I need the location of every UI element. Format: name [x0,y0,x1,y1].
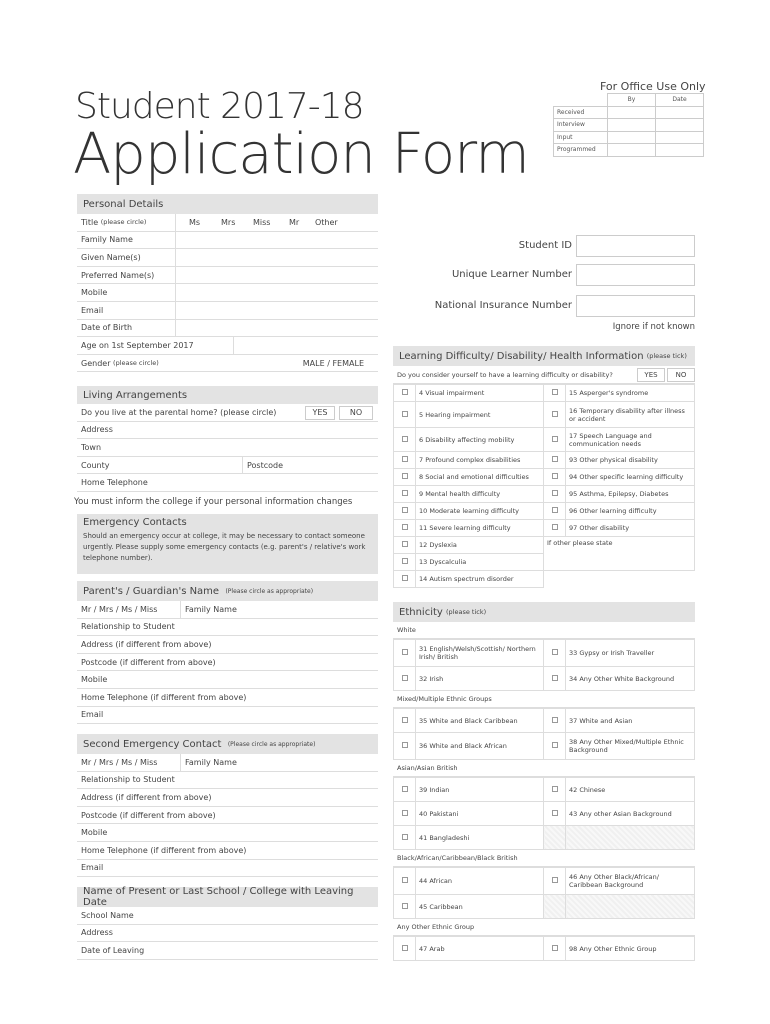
ldd-table [393,384,695,588]
checkbox[interactable] [402,507,408,513]
heading-text: Second Emergency Contact [83,738,222,750]
ethnic-row [394,733,695,760]
ethnic-group-table [393,867,695,919]
checkbox-cell [394,537,416,554]
gender-options[interactable]: MALE / FEMALE [302,358,364,368]
ethnic-group-table [393,639,695,691]
ethnic-row [394,826,695,850]
checkbox-cell [544,503,566,520]
student-id-input[interactable] [576,235,695,257]
checkbox-cell [394,895,416,919]
field-label: Family Name [81,235,133,245]
field-label: Given Name(s) [81,252,141,262]
title-option-mr[interactable]: Mr [289,217,300,227]
guardian-relationship-field[interactable] [77,619,378,637]
office-cell[interactable] [608,106,656,119]
age-field[interactable] [77,337,378,355]
option-label: 94 Other specific learning difficulty [566,469,695,486]
checkbox-cell [544,802,566,826]
second-postcode-field[interactable] [77,807,378,825]
second-name-row[interactable] [77,754,378,772]
emergency-heading: Emergency Contacts [83,517,187,528]
option-label: 6 Disability affecting mobility [416,428,544,452]
ldd-row [394,503,695,520]
option-label: 32 Irish [416,667,544,691]
second-contact-section [77,734,378,877]
option-label: 17 Speech Language and communication needs [566,428,695,452]
checkbox-cell [544,402,566,428]
office-cell[interactable] [656,144,704,157]
field-label: Gender [81,358,111,368]
second-relationship-field[interactable] [77,772,378,790]
office-col-date: Date [656,94,704,107]
checkbox[interactable] [552,507,558,513]
field-label: Date of Birth [81,323,133,333]
field-label: Postcode (if different from above) [81,657,216,667]
title-hint: (please circle) [100,218,147,227]
guardian-telephone-field[interactable] [77,689,378,707]
option-label: 36 White and Black African [416,733,544,760]
family-name-label: Family Name [185,757,237,767]
checkbox-cell [544,709,566,733]
option-label: 13 Dyscalculia [416,554,544,571]
option-label: 98 Any Other Ethnic Group [566,937,695,961]
ldd-question-row [393,366,695,384]
checkbox[interactable] [552,786,558,792]
ethnic-group-heading: Any Other Ethnic Group [393,919,695,936]
title-option-other[interactable]: Other [315,217,338,227]
checkbox-cell [394,868,416,895]
checkbox[interactable] [402,490,408,496]
checkbox[interactable] [402,541,408,547]
checkbox-cell [394,486,416,503]
option-label: 93 Other physical disability [566,452,695,469]
checkbox-cell [394,826,416,850]
guardian-heading [77,581,378,601]
field-label: Town [81,442,102,452]
checkbox[interactable] [402,575,408,581]
emergency-text: Should an emergency occur at college, it may be necessary to contact someone urgently. Please supply some emergency contacts (e.g. parent's / relative's work telephone number). [83,532,366,562]
personal-details-section [77,194,378,372]
checkbox[interactable] [552,810,558,816]
option-label: 45 Caribbean [416,895,544,919]
checkbox[interactable] [402,675,408,681]
school-leaving-field[interactable] [77,942,378,960]
field-label: Email [81,305,104,315]
emergency-section [77,514,378,574]
gender-field[interactable] [77,355,378,373]
checkbox[interactable] [402,810,408,816]
second-telephone-field[interactable] [77,842,378,860]
checkbox[interactable] [402,877,408,883]
heading-hint: (please tick) [446,608,487,616]
field-label: Email [81,863,104,873]
title-option-mrs[interactable]: Mrs [221,217,236,227]
parental-no[interactable]: NO [339,406,373,420]
checkbox[interactable] [552,717,558,723]
checkbox[interactable] [552,490,558,496]
field-label: Date of Leaving [81,945,145,955]
ethnic-group-heading: Mixed/Multiple Ethnic Groups [393,691,695,708]
checkbox-cell [394,709,416,733]
family-name-field[interactable] [77,232,378,250]
option-label: 47 Arab [416,937,544,961]
ethnic-row [394,709,695,733]
field-label: Mobile [81,288,108,298]
second-contact-heading [77,734,378,754]
option-label: 16 Temporary disability after illness or accident [566,402,695,428]
option-label: 7 Profound complex disabilities [416,452,544,469]
personal-details-heading: Personal Details [77,194,378,214]
uln-input[interactable] [576,264,695,286]
field-label: Address [81,928,113,938]
field-label: Relationship to Student [81,622,175,632]
guardian-mobile-field[interactable] [77,671,378,689]
ethnic-row [394,937,695,961]
office-use-table [553,93,704,157]
checkbox[interactable] [402,473,408,479]
home-telephone-field[interactable] [77,474,378,492]
office-cell[interactable] [608,119,656,132]
title-option-miss[interactable]: Miss [253,217,271,227]
guardian-section [77,581,378,724]
checkbox-cell [394,469,416,486]
checkbox-cell [544,667,566,691]
checkbox[interactable] [552,877,558,883]
option-label: 33 Gypsy or Irish Traveller [566,640,695,667]
checkbox-cell [394,520,416,537]
checkbox[interactable] [552,742,558,748]
town-field[interactable] [77,439,378,457]
ldd-yes[interactable]: YES [637,368,665,382]
office-cell[interactable] [656,119,704,132]
option-label: 4 Visual impairment [416,385,544,402]
option-label: 5 Hearing impairment [416,402,544,428]
checkbox-cell [394,640,416,667]
gender-hint: (please circle) [113,359,159,368]
office-cell[interactable] [608,131,656,144]
field-label: School Name [81,910,134,920]
checkbox-cell [544,868,566,895]
second-email-field[interactable] [77,860,378,878]
checkbox[interactable] [402,436,408,442]
field-label: Preferred Name(s) [81,270,155,280]
school-name-field[interactable] [77,907,378,925]
title-row [77,214,378,232]
ethnic-group-table [393,936,695,961]
option-label: 39 Indian [416,778,544,802]
guardian-postcode-field[interactable] [77,654,378,672]
checkbox[interactable] [402,717,408,723]
ldd-row [394,537,695,554]
school-section [77,887,378,960]
checkbox-cell [544,937,566,961]
heading-hint: (Please circle as appropriate) [225,587,314,595]
office-use-title: For Office Use Only [600,80,706,93]
checkbox-cell [394,385,416,402]
office-row-label: Input [554,131,608,144]
option-label: 31 English/Welsh/Scottish/ Northern Irish/ British [416,640,544,667]
checkbox-cell [544,778,566,802]
ldd-row [394,452,695,469]
guardian-address-field[interactable] [77,636,378,654]
empty-cell [544,895,566,919]
checkbox-cell [394,778,416,802]
field-label: Relationship to Student [81,775,175,785]
option-label: 43 Any other Asian Background [566,802,695,826]
checkbox[interactable] [552,456,558,462]
ethnicity-section [393,602,695,961]
checkbox[interactable] [402,786,408,792]
ethnic-group-heading: Asian/Asian British [393,760,695,777]
given-name-field[interactable] [77,249,378,267]
option-label: 44 African [416,868,544,895]
title-option-ms[interactable]: Ms [189,217,201,227]
checkbox-cell [544,486,566,503]
checkbox-cell [544,640,566,667]
postcode-label: Postcode [247,460,284,470]
field-label: Age on 1st September 2017 [81,340,194,350]
ethnic-row [394,640,695,667]
change-notice: You must inform the college if your personal information changes [74,497,353,507]
title-options[interactable]: Mr / Mrs / Ms / Miss [81,604,158,614]
heading-text: Parent's / Guardian's Name [83,585,220,597]
ethnicity-heading [393,602,695,622]
field-label: Address (if different from above) [81,639,212,649]
office-row-label: Received [554,106,608,119]
checkbox-cell [394,733,416,760]
ethnic-row [394,667,695,691]
checkbox-cell [394,503,416,520]
option-label: 35 White and Black Caribbean [416,709,544,733]
office-cell[interactable] [608,144,656,157]
checkbox[interactable] [552,411,558,417]
empty-cell [566,826,695,850]
office-cell[interactable] [656,106,704,119]
parental-home-row [77,404,378,422]
field-label: County [81,460,110,470]
ethnic-row [394,895,695,919]
field-label: Home Telephone [81,478,148,488]
checkbox-cell [394,802,416,826]
option-label: 41 Bangladeshi [416,826,544,850]
checkbox[interactable] [402,411,408,417]
field-label: Home Telephone (if different from above) [81,692,247,702]
option-label: 9 Mental health difficulty [416,486,544,503]
empty-cell [544,826,566,850]
dob-field[interactable] [77,320,378,338]
living-heading: Living Arrangements [77,386,378,404]
checkbox[interactable] [402,558,408,564]
checkbox[interactable] [402,389,408,395]
option-label: 11 Severe learning difficulty [416,520,544,537]
empty-cell [566,895,695,919]
uln-label: Unique Learner Number [451,269,572,280]
ethnicity-body [393,622,695,961]
nin-label: National Insurance Number [434,300,572,311]
office-col-by: By [608,94,656,107]
checkbox-cell [394,428,416,452]
heading-hint: (Please circle as appropriate) [227,740,316,748]
option-label: 38 Any Other Mixed/Multiple Ethnic Background [566,733,695,760]
school-heading: Name of Present or Last School / College with Leaving Date [77,887,378,907]
option-label: 12 Dyslexia [416,537,544,554]
option-label: 40 Pakistani [416,802,544,826]
ethnic-group-table [393,708,695,760]
nin-input[interactable] [576,295,695,317]
email-field[interactable] [77,302,378,320]
ethnic-group-table [393,777,695,850]
field-label: Email [81,710,104,720]
checkbox[interactable] [552,675,558,681]
ldd-question: Do you consider yourself to have a learning difficulty or disability? [397,370,613,379]
ldd-row [394,469,695,486]
checkbox-cell [394,554,416,571]
heading-hint: (please tick) [646,352,687,360]
ethnic-row [394,802,695,826]
field-label: Address [81,425,113,435]
ldd-heading [393,346,695,366]
checkbox-cell [544,469,566,486]
field-label: Mobile [81,828,108,838]
parental-question: Do you live at the parental home? (please circle) [81,407,277,417]
checkbox[interactable] [552,945,558,951]
county-field[interactable] [77,457,378,475]
checkbox-cell [394,571,416,588]
ldd-row [394,428,695,452]
checkbox[interactable] [402,903,408,909]
checkbox[interactable] [402,649,408,655]
second-address-field[interactable] [77,789,378,807]
option-label: 8 Social and emotional difficulties [416,469,544,486]
ldd-row [394,571,695,588]
ethnic-row [394,778,695,802]
checkbox-cell [394,452,416,469]
option-label: 96 Other learning difficulty [566,503,695,520]
option-label: 37 White and Asian [566,709,695,733]
option-label: 10 Moderate learning difficulty [416,503,544,520]
field-label: Postcode (if different from above) [81,810,216,820]
field-label: Mobile [81,675,108,685]
checkbox[interactable] [552,436,558,442]
office-cell[interactable] [656,131,704,144]
other-state-field[interactable]: If other please state [544,537,695,571]
guardian-email-field[interactable] [77,707,378,725]
option-label: 14 Autism spectrum disorder [416,571,544,588]
checkbox[interactable] [552,473,558,479]
checkbox[interactable] [402,456,408,462]
ethnic-group-heading: White [393,622,695,639]
field-label: Home Telephone (if different from above) [81,845,247,855]
checkbox-cell [544,385,566,402]
checkbox[interactable] [552,524,558,530]
address-field[interactable] [77,422,378,440]
student-id-label: Student ID [518,240,572,251]
title-options[interactable]: Mr / Mrs / Ms / Miss [81,757,158,767]
living-section [77,386,378,492]
option-label: 34 Any Other White Background [566,667,695,691]
option-label: 15 Asperger's syndrome [566,385,695,402]
checkbox-cell [544,520,566,537]
ldd-row [394,520,695,537]
checkbox-cell [394,667,416,691]
ldd-section [393,346,695,384]
ldd-no[interactable]: NO [667,368,695,382]
option-label: 46 Any Other Black/African/ Caribbean Background [566,868,695,895]
empty-cell [544,571,695,588]
page-subtitle: Student 2017-18 [75,86,364,127]
office-row-label: Interview [554,119,608,132]
school-address-field[interactable] [77,925,378,943]
ethnic-row [394,868,695,895]
page-title: Application Form [73,122,529,187]
option-label: 97 Other disability [566,520,695,537]
checkbox[interactable] [552,649,558,655]
ignore-note: Ignore if not known [612,322,695,332]
guardian-name-row[interactable] [77,601,378,619]
heading-text: Ethnicity [399,606,443,618]
checkbox-cell [394,937,416,961]
second-mobile-field[interactable] [77,824,378,842]
preferred-name-field[interactable] [77,267,378,285]
checkbox-cell [394,402,416,428]
checkbox[interactable] [402,524,408,530]
ldd-row [394,385,695,402]
checkbox[interactable] [402,945,408,951]
title-label: Title [81,217,99,227]
checkbox[interactable] [552,389,558,395]
ldd-row [394,486,695,503]
heading-text: Learning Difficulty/ Disability/ Health Information [399,350,644,362]
checkbox[interactable] [402,742,408,748]
family-name-label: Family Name [185,604,237,614]
ldd-row [394,402,695,428]
ethnic-group-heading: Black/African/Caribbean/Black British [393,850,695,867]
checkbox-cell [544,452,566,469]
parental-yes[interactable]: YES [305,406,335,420]
mobile-field[interactable] [77,284,378,302]
checkbox-cell [544,733,566,760]
option-label: 42 Chinese [566,778,695,802]
checkbox[interactable] [402,834,408,840]
office-row-label: Programmed [554,144,608,157]
option-label: 95 Asthma, Epilepsy, Diabetes [566,486,695,503]
checkbox-cell [544,428,566,452]
field-label: Address (if different from above) [81,792,212,802]
